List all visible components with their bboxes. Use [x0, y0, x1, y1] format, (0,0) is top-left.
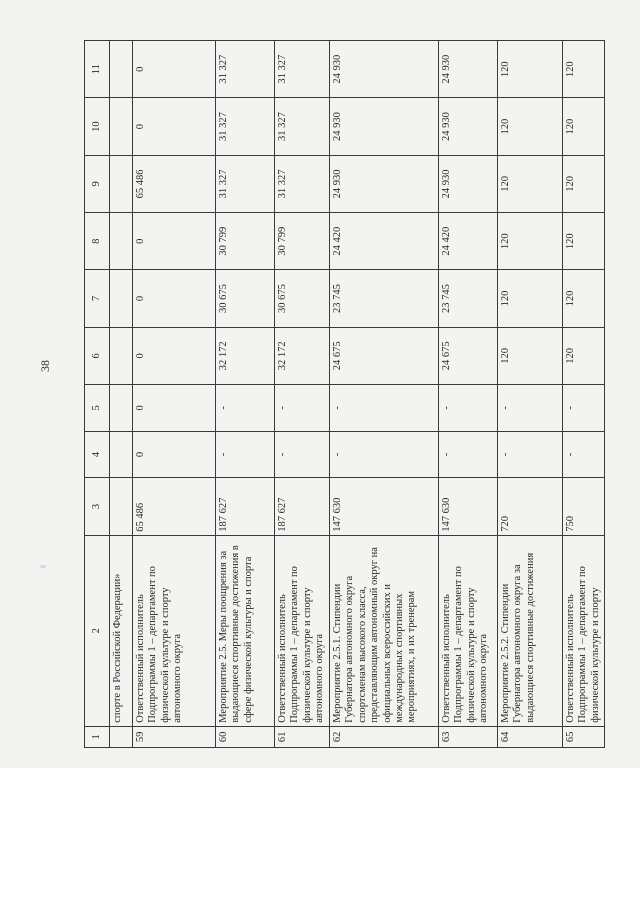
cell-total: 147 630	[439, 478, 498, 535]
cell-col6: 120	[563, 327, 605, 384]
col-header-2: 2	[85, 535, 110, 726]
cell-col5: -	[216, 384, 275, 431]
col-header-4: 4	[85, 431, 110, 478]
cell-col5	[110, 384, 133, 431]
cell-col6	[110, 327, 133, 384]
col-header-10: 10	[85, 98, 110, 155]
cell-col9: 31 327	[216, 155, 275, 212]
cell-col9: 65 486	[133, 155, 216, 212]
cell-col7: 30 675	[216, 270, 275, 327]
cell-col4: -	[439, 431, 498, 478]
cell-col9: 120	[563, 155, 605, 212]
row-description: Ответственный исполнитель Подпрограммы 1 – департамент по физической культуре и спорту автономного округа	[275, 535, 330, 726]
col-header-3: 3	[85, 478, 110, 535]
cell-col9: 24 930	[439, 155, 498, 212]
cell-col8: 30 799	[216, 213, 275, 270]
table-row	[439, 41, 498, 748]
rotated-table-container	[84, 40, 601, 748]
cell-col11: 0	[133, 41, 216, 98]
row-number: 63	[439, 726, 498, 747]
cell-col4: -	[275, 431, 330, 478]
cell-total: 187 627	[275, 478, 330, 535]
table-row	[563, 41, 605, 748]
cell-col6: 120	[498, 327, 563, 384]
cell-col4: -	[216, 431, 275, 478]
row-description: Ответственный исполнитель Подпрограммы 1 – департамент по физической культуре и спорту автономного округа	[133, 535, 216, 726]
cell-col5: -	[275, 384, 330, 431]
cell-col7: 120	[563, 270, 605, 327]
cell-col9	[110, 155, 133, 212]
cell-total	[110, 478, 133, 535]
row-number: 62	[330, 726, 439, 747]
cell-col5: -	[439, 384, 498, 431]
cell-col7: 0	[133, 270, 216, 327]
row-description: Ответственный исполнитель Подпрограммы 1 – департамент по физической культуре и спорту автономного округа	[439, 535, 498, 726]
cell-col6: 0	[133, 327, 216, 384]
table-row	[498, 41, 563, 748]
cell-total: 147 630	[330, 478, 439, 535]
row-number: 65	[563, 726, 605, 747]
cell-col4: -	[563, 431, 605, 478]
cell-col10: 24 930	[330, 98, 439, 155]
page-margin	[0, 768, 640, 905]
cell-col11	[110, 41, 133, 98]
col-header-8: 8	[85, 213, 110, 270]
cell-col8: 30 799	[275, 213, 330, 270]
cell-col4: 0	[133, 431, 216, 478]
col-header-5: 5	[85, 384, 110, 431]
col-header-7: 7	[85, 270, 110, 327]
cell-total: 187 627	[216, 478, 275, 535]
cell-col4: -	[330, 431, 439, 478]
cell-col8: 24 420	[439, 213, 498, 270]
cell-col10: 31 327	[275, 98, 330, 155]
row-number	[110, 726, 133, 747]
cell-col11: 120	[563, 41, 605, 98]
cell-col5: -	[563, 384, 605, 431]
col-header-6: 6	[85, 327, 110, 384]
table-row	[275, 41, 330, 748]
cell-col10	[110, 98, 133, 155]
cell-col7: 30 675	[275, 270, 330, 327]
cell-col9: 31 327	[275, 155, 330, 212]
cell-col4: -	[498, 431, 563, 478]
col-header-9: 9	[85, 155, 110, 212]
cell-col7	[110, 270, 133, 327]
cell-col4	[110, 431, 133, 478]
col-header-11: 11	[85, 41, 110, 98]
budget-table	[84, 40, 605, 748]
cell-col10: 31 327	[216, 98, 275, 155]
table-row	[133, 41, 216, 748]
table-row	[110, 41, 133, 748]
page-number: 38	[38, 360, 52, 372]
cell-col8	[110, 213, 133, 270]
cell-col6: 24 675	[330, 327, 439, 384]
cell-col6: 32 172	[275, 327, 330, 384]
header-row	[85, 41, 110, 748]
row-description: спорте в Российской Федерации»	[110, 535, 133, 726]
cell-total: 65 486	[133, 478, 216, 535]
row-description: Мероприятие 2.5.1. Стипендии Губернатора автономного округа спортсменам высокого класса, представляющим автономный округ на официальных всероссийских и международных спортивных мероприятиях, и их тренерам	[330, 535, 439, 726]
row-description: Мероприятие 2.5.2. Стипендии Губернатора автономного округа за выдающиеся спортивные достижения	[498, 535, 563, 726]
scan-speck	[40, 565, 46, 568]
row-description: Ответственный исполнитель Подпрограммы 1 – департамент по физической культуре и спорту	[563, 535, 605, 726]
row-number: 61	[275, 726, 330, 747]
cell-col8: 0	[133, 213, 216, 270]
cell-col11: 24 930	[439, 41, 498, 98]
cell-col5: 0	[133, 384, 216, 431]
cell-col11: 120	[498, 41, 563, 98]
cell-col9: 24 930	[330, 155, 439, 212]
cell-total: 750	[563, 478, 605, 535]
cell-col5: -	[498, 384, 563, 431]
cell-total: 720	[498, 478, 563, 535]
col-header-1: 1	[85, 726, 110, 747]
cell-col8: 120	[563, 213, 605, 270]
cell-col11: 31 327	[275, 41, 330, 98]
row-number: 60	[216, 726, 275, 747]
cell-col9: 120	[498, 155, 563, 212]
cell-col8: 120	[498, 213, 563, 270]
cell-col7: 120	[498, 270, 563, 327]
cell-col8: 24 420	[330, 213, 439, 270]
row-number: 59	[133, 726, 216, 747]
cell-col10: 0	[133, 98, 216, 155]
cell-col11: 31 327	[216, 41, 275, 98]
table-row	[216, 41, 275, 748]
table-row	[330, 41, 439, 748]
cell-col6: 32 172	[216, 327, 275, 384]
cell-col10: 120	[563, 98, 605, 155]
cell-col7: 23 745	[330, 270, 439, 327]
cell-col11: 24 930	[330, 41, 439, 98]
row-number: 64	[498, 726, 563, 747]
cell-col7: 23 745	[439, 270, 498, 327]
cell-col5: -	[330, 384, 439, 431]
row-description: Мероприятие 2.5. Меры поощрения за выдающиеся спортивные достижения в сфере физической культуры и спорта	[216, 535, 275, 726]
cell-col10: 24 930	[439, 98, 498, 155]
cell-col10: 120	[498, 98, 563, 155]
cell-col6: 24 675	[439, 327, 498, 384]
